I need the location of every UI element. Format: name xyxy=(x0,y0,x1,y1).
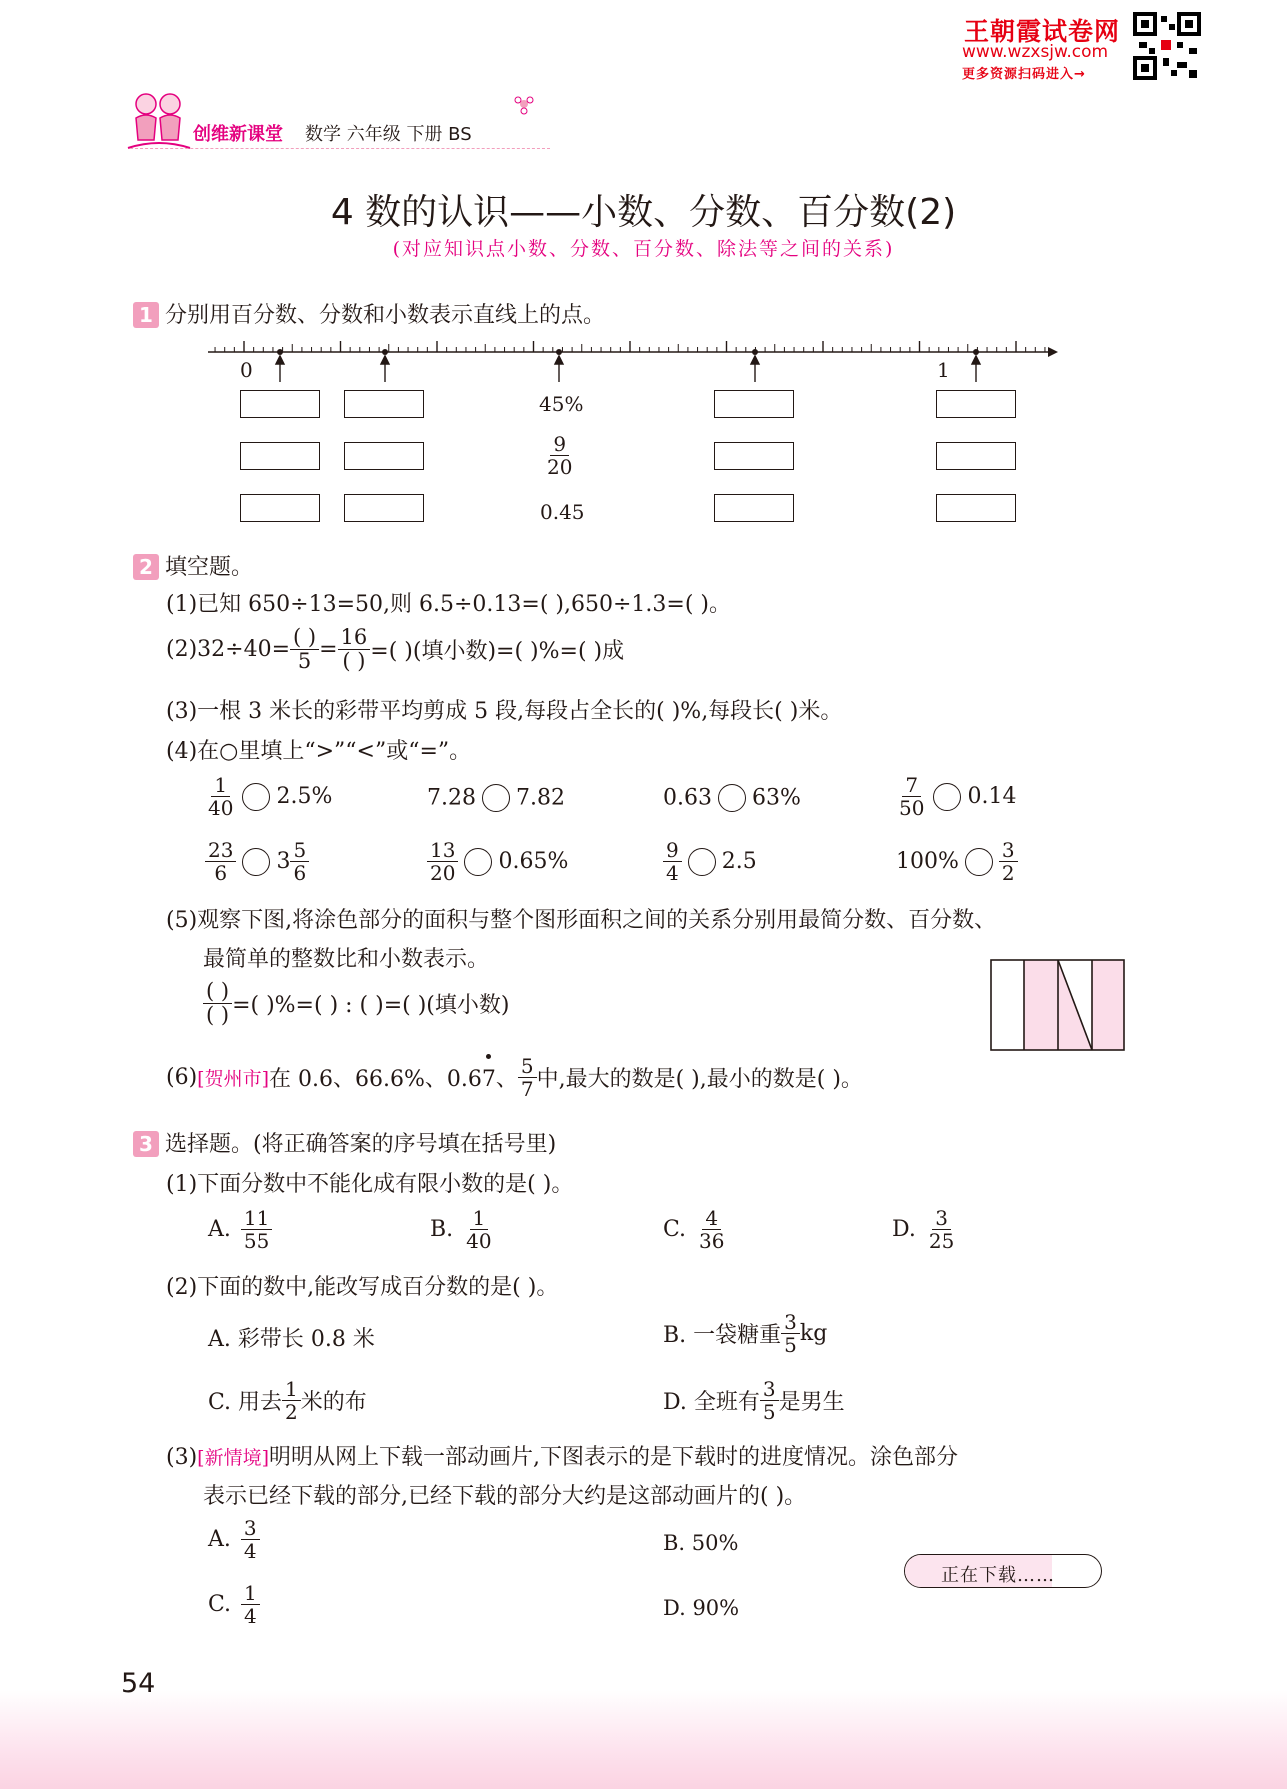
point-1 xyxy=(277,349,283,355)
compare-3-circle[interactable] xyxy=(718,784,746,812)
answer-box-p2-decimal[interactable] xyxy=(344,494,424,522)
compare-7-num: 9 xyxy=(663,839,682,862)
q2-part2-fraction1-den: 5 xyxy=(297,649,312,673)
compare-8 xyxy=(896,839,1018,884)
q2-part6-tag: [贺州市] xyxy=(197,1068,269,1090)
compare-7-right: 2.5 xyxy=(721,849,757,874)
option-b-den: 40 xyxy=(466,1229,492,1253)
header-rule xyxy=(130,148,550,149)
q3-sub2-b-den: 5 xyxy=(784,1333,797,1357)
q3-sub3-option-d[interactable]: D. 90% xyxy=(663,1596,740,1620)
option-d-label: D. xyxy=(892,1217,916,1242)
q3-sub2-option-c[interactable] xyxy=(208,1378,367,1423)
q1-prompt-text: 分别用百分数、分数和小数表示直线上的点。 xyxy=(165,303,606,328)
q3-sub2-c-end: 米的布 xyxy=(300,1390,367,1415)
axis-label-one: 1 xyxy=(937,358,950,382)
compare-8-left: 100% xyxy=(896,849,959,874)
compare-3 xyxy=(663,784,801,812)
option-c-den: 36 xyxy=(699,1229,725,1253)
compare-4-den: 50 xyxy=(899,796,925,820)
answer-box-p4-decimal[interactable] xyxy=(714,494,794,522)
compare-5-num: 23 xyxy=(205,839,236,862)
q2-part5-answer xyxy=(203,980,509,1027)
number-line-ticks xyxy=(215,341,1045,352)
q3-sub3-tag: [新情境] xyxy=(197,1447,269,1469)
q3-sub1: (1)下面分数中不能化成有限小数的是( )。 xyxy=(166,1172,574,1197)
q2-part5-line2: 最简单的整数比和小数表示。 xyxy=(203,947,490,972)
q3-sub3-line2: 表示已经下载的部分,已经下载的部分大约是这部动画片的( )。 xyxy=(203,1484,807,1509)
q3-sub1-option-a[interactable] xyxy=(208,1207,272,1252)
q3-sub2-option-a[interactable]: A. 彩带长 0.8 米 xyxy=(208,1327,375,1352)
answer-box-p5-decimal[interactable] xyxy=(936,494,1016,522)
compare-5 xyxy=(205,839,309,884)
q2-part4: (4)在○里填上“>”“<”或“=”。 xyxy=(166,739,472,764)
q3-number: 3 xyxy=(133,1131,159,1157)
q2-part5-line1: (5)观察下图,将涂色部分的面积与整个图形面积之间的关系分别用最简分数、百分数、 xyxy=(166,908,997,933)
q3-sub3-line1 xyxy=(166,1440,958,1471)
q3-sub3-c-den: 4 xyxy=(244,1604,257,1628)
q3-sub2-b-num: 3 xyxy=(781,1311,800,1334)
compare-8-right-num: 3 xyxy=(999,839,1018,862)
answer-box-p1-fraction[interactable] xyxy=(240,442,320,470)
q2-part2-fraction1-num: ( ) xyxy=(290,626,319,650)
answer-box-p4-percent[interactable] xyxy=(714,390,794,418)
download-progress-bar xyxy=(904,1554,1102,1588)
q3-prompt xyxy=(133,1127,556,1158)
q3-prompt-text: 选择题。(将正确答案的序号填在括号里) xyxy=(165,1132,557,1157)
compare-6-circle[interactable] xyxy=(464,848,492,876)
repeating-dot-icon xyxy=(486,1054,491,1059)
brand-scan-hint: 更多资源扫码进入→ xyxy=(962,67,1086,82)
q2-prompt-text: 填空题。 xyxy=(165,555,254,580)
compare-4-circle[interactable] xyxy=(933,783,961,811)
q1-number: 1 xyxy=(133,302,159,328)
option-b-num: 1 xyxy=(470,1207,489,1230)
q2-part5-frac-den: ( ) xyxy=(206,1003,230,1027)
q3-sub3-a-num: 3 xyxy=(241,1517,260,1540)
compare-1 xyxy=(205,774,332,819)
option-b-label: B. xyxy=(430,1217,454,1242)
q2-part6-end: 中,最大的数是( ),最小的数是( )。 xyxy=(536,1067,863,1092)
number-line-arrowhead xyxy=(1048,347,1058,357)
footer-band xyxy=(0,1690,1287,1789)
flower-icon xyxy=(512,92,536,116)
q3-sub3-c-label: C. xyxy=(208,1592,232,1617)
answer-box-p2-percent[interactable] xyxy=(344,390,424,418)
q3-sub1-option-c[interactable] xyxy=(663,1207,728,1252)
brand-url[interactable]: www.wzxsjw.com xyxy=(962,42,1109,62)
example-fraction xyxy=(544,433,575,478)
compare-7 xyxy=(663,839,757,884)
compare-5-circle[interactable] xyxy=(242,848,270,876)
answer-box-p1-percent[interactable] xyxy=(240,390,320,418)
q2-part2-end: =( )(填小数)=( )%=( )成 xyxy=(370,639,625,664)
q3-sub3-a-label: A. xyxy=(208,1527,231,1552)
point-3 xyxy=(556,349,562,355)
q2-part2 xyxy=(166,626,624,673)
q3-sub3-c-num: 1 xyxy=(241,1582,260,1605)
compare-8-circle[interactable] xyxy=(965,848,993,876)
compare-3-left: 0.63 xyxy=(663,785,712,811)
point-2 xyxy=(382,349,388,355)
q3-sub1-option-d[interactable] xyxy=(892,1207,957,1252)
compare-7-den: 4 xyxy=(666,861,679,885)
option-c-label: C. xyxy=(663,1217,687,1242)
q3-sub2-c-den: 2 xyxy=(285,1400,298,1424)
q3-sub3-text: 明明从网上下载一部动画片,下图表示的是下载时的进度情况。涂色部分 xyxy=(269,1445,958,1470)
compare-1-right: 2.5% xyxy=(276,784,333,809)
q1-prompt xyxy=(133,298,605,329)
q2-part6 xyxy=(166,1055,863,1100)
q3-sub2-b-unit: kg xyxy=(799,1321,828,1346)
q2-part1: (1)已知 650÷13=50,则 6.5÷0.13=( ),650÷1.3=( )。 xyxy=(166,592,731,617)
compare-3-right: 63% xyxy=(751,785,801,811)
compare-4 xyxy=(896,774,1016,819)
option-c-num: 4 xyxy=(702,1207,721,1230)
q2-part2-start: (2)32÷40= xyxy=(166,637,291,662)
example-percent: 45% xyxy=(539,392,584,416)
compare-1-circle[interactable] xyxy=(242,783,270,811)
compare-5-whole: 3 xyxy=(276,849,291,874)
answer-box-p2-fraction[interactable] xyxy=(344,442,424,470)
compare-5-den: 6 xyxy=(214,861,228,885)
q2-part6-text: 在 0.6、66.6%、0.67、 xyxy=(269,1067,518,1092)
compare-5-right-num: 5 xyxy=(290,839,309,862)
compare-2-left: 7.28 xyxy=(427,785,476,811)
point-5 xyxy=(973,349,979,355)
q2-part2-fraction2-num: 16 xyxy=(338,626,371,650)
compare-5-right-den: 6 xyxy=(293,861,307,885)
compare-4-right: 0.14 xyxy=(967,784,1017,809)
q2-number: 2 xyxy=(133,554,159,580)
example-fraction-den: 20 xyxy=(547,455,573,479)
q3-sub2-d-num: 3 xyxy=(760,1378,779,1401)
q3-sub2-d-text: D. 全班有 xyxy=(663,1390,760,1415)
compare-2 xyxy=(427,784,565,812)
q2-part5-frac-num: ( ) xyxy=(203,980,232,1004)
point-4 xyxy=(752,349,758,355)
q3-sub2-d-den: 5 xyxy=(762,1400,776,1424)
q2-part2-equals: = xyxy=(319,637,338,662)
option-d-den: 25 xyxy=(928,1229,955,1253)
compare-2-circle[interactable] xyxy=(482,784,510,812)
qr-code-icon[interactable] xyxy=(1133,12,1201,80)
q3-sub2-d-end: 是男生 xyxy=(778,1390,845,1415)
series-name: 创维新课堂 xyxy=(193,124,283,145)
compare-6-num: 13 xyxy=(427,839,458,862)
q2-part5-rest: =( )%=( ) : ( )=( )(填小数) xyxy=(232,993,510,1018)
compare-6-right: 0.65% xyxy=(498,849,569,874)
compare-2-right: 7.82 xyxy=(515,785,565,811)
option-a-num: 11 xyxy=(241,1207,272,1230)
q3-sub3-a-den: 4 xyxy=(243,1539,257,1563)
q2-part6-frac-num: 5 xyxy=(518,1055,537,1078)
q3-sub2-b-text: B. 一袋糖重 xyxy=(663,1323,782,1348)
book-info: 数学 六年级 下册 BS xyxy=(305,124,472,145)
q3-sub2-option-d[interactable] xyxy=(663,1378,845,1423)
shaded-rectangle-figure xyxy=(990,958,1126,1052)
download-label: 正在下载…… xyxy=(941,1565,1055,1586)
option-d-num: 3 xyxy=(932,1207,951,1230)
q3-sub2-c-text: C. 用去 xyxy=(208,1390,283,1415)
answer-box-p1-decimal[interactable] xyxy=(240,494,320,522)
example-decimal: 0.45 xyxy=(540,500,585,524)
q3-sub1-option-b[interactable] xyxy=(430,1207,495,1252)
compare-8-right-den: 2 xyxy=(1001,861,1015,885)
q2-part3: (3)一根 3 米长的彩带平均剪成 5 段,每段占全长的( )%,每段长( )米。 xyxy=(166,699,843,724)
option-a-den: 55 xyxy=(243,1229,270,1253)
compare-1-num: 1 xyxy=(211,774,230,797)
compare-4-num: 7 xyxy=(902,774,921,797)
q2-part2-fraction2 xyxy=(338,626,371,673)
answer-box-p5-fraction[interactable] xyxy=(936,442,1016,470)
page-title: 4 数的认识——小数、分数、百分数(2) xyxy=(330,192,957,233)
q3-sub3-option-c[interactable] xyxy=(208,1582,260,1627)
compare-6-den: 20 xyxy=(430,861,456,885)
answer-box-p5-percent[interactable] xyxy=(936,390,1016,418)
compare-1-den: 40 xyxy=(208,796,234,820)
page-subtitle: (对应知识点小数、分数、百分数、除法等之间的关系) xyxy=(392,238,895,260)
q2-part6-frac-den: 7 xyxy=(520,1077,534,1101)
q2-prompt xyxy=(133,550,253,581)
brand-name: 王朝霞试卷网 xyxy=(964,17,1121,46)
q3-sub2: (2)下面的数中,能改写成百分数的是( )。 xyxy=(166,1275,559,1300)
kids-logo-icon xyxy=(124,88,194,154)
page-number: 54 xyxy=(121,1668,156,1699)
axis-label-zero: 0 xyxy=(240,358,253,382)
q3-sub3-label: (3) xyxy=(166,1445,198,1470)
q3-sub2-c-num: 1 xyxy=(282,1378,301,1401)
q2-part2-fraction1 xyxy=(290,626,319,673)
example-fraction-num: 9 xyxy=(550,433,569,456)
answer-box-p4-fraction[interactable] xyxy=(714,442,794,470)
q2-part6-label: (6) xyxy=(166,1065,198,1090)
q3-sub3-option-a[interactable] xyxy=(208,1517,260,1562)
compare-7-circle[interactable] xyxy=(688,848,716,876)
option-a-label: A. xyxy=(208,1217,231,1242)
q2-part2-fraction2-den: ( ) xyxy=(342,649,366,673)
compare-6 xyxy=(427,839,568,884)
number-line xyxy=(200,332,1060,392)
q3-sub3-option-b[interactable]: B. 50% xyxy=(663,1531,739,1555)
q3-sub2-option-b[interactable] xyxy=(663,1311,827,1356)
